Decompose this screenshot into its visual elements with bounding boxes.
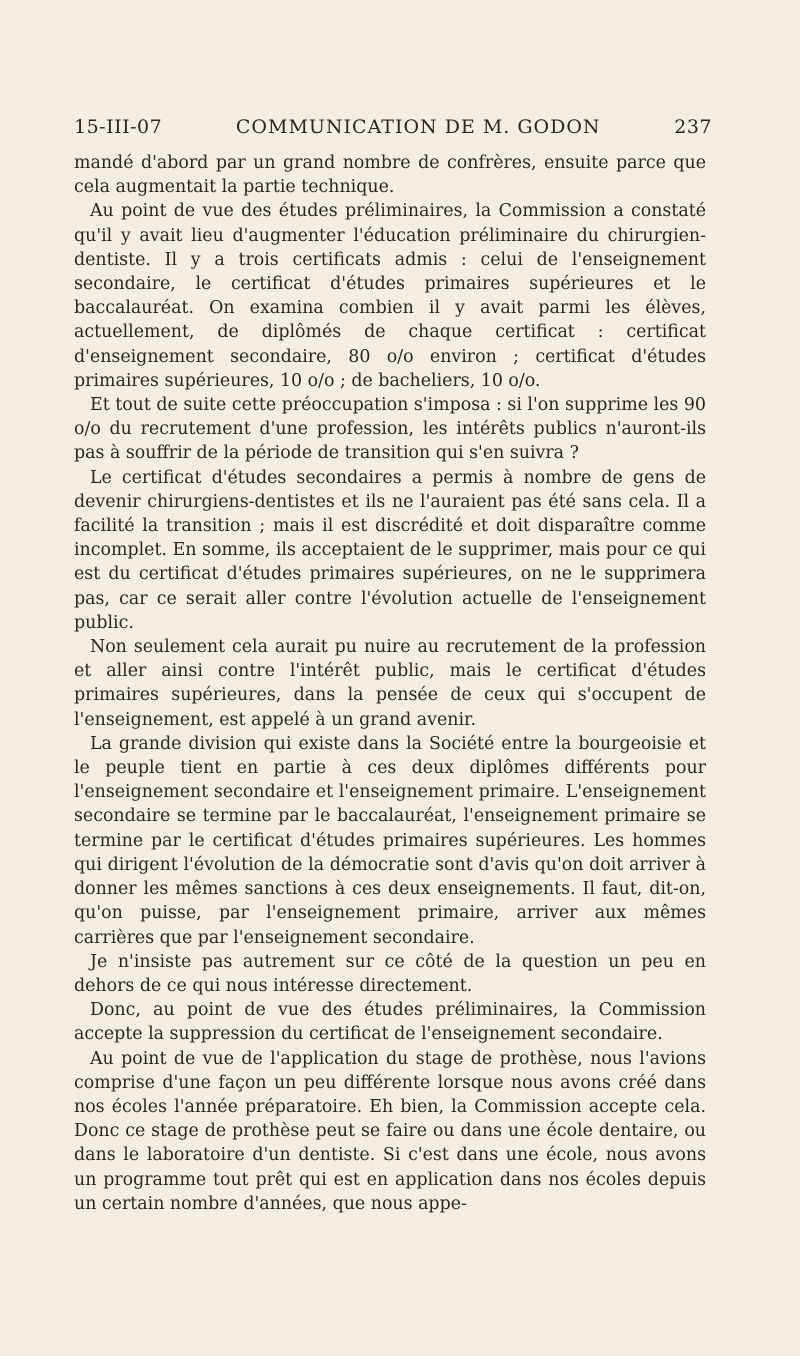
paragraph: Le certificat d'études secondaires a permis à nombre de gens de devenir chirurgiens-dentistes et ils ne l'auraient pas été sans cela. Il a facilité la transition ; mais il est discrédité et doit disparaître comme incomplet. En somme, ils acceptaient de le supprimer, mais pour ce qui est du certificat d'études primaires supérieures, on ne le supprimera pas, car ce serait aller contre l'évolution actuelle de l'enseignement public. bbox=[74, 467, 706, 633]
paragraph: Donc, au point de vue des études préliminaires, la Commission accepte la suppression du certificat de l'enseignement secondaire. bbox=[74, 1000, 706, 1045]
header-date: 15-III-07 bbox=[74, 116, 163, 138]
running-header bbox=[74, 116, 712, 144]
paragraph: Non seulement cela aurait pu nuire au recrutement de la profession et aller ainsi contre l'intérêt public, mais le certificat d'études primaires supérieures, dans la pensée de ceux qui s'occupent de l'enseignement, est appelé à un grand avenir. bbox=[74, 637, 706, 730]
paragraph: Je n'insiste pas autrement sur ce côté de la question un peu en dehors de ce qui nous intéresse directement. bbox=[74, 951, 706, 996]
page-number: 237 bbox=[674, 116, 712, 138]
header-title: COMMUNICATION DE M. GODON bbox=[235, 116, 601, 138]
paragraph: La grande division qui existe dans la Société entre la bourgeoisie et le peuple tient en partie à ces deux diplômes différents pour l'enseignement secondaire et l'enseignement primaire. L'enseignement secondaire se termine par le baccalauréat, l'enseignement primaire se termine par le certificat d'études primaires supérieures. Les hommes qui dirigent l'évolution de la démocratie sont d'avis qu'on doit arriver à donner les mêmes sanctions à ces deux enseignements. Il faut, dit-on, qu'on puisse, par l'enseignement primaire, arriver aux mêmes carrières que par l'enseignement secondaire. bbox=[74, 733, 706, 948]
paragraph: Au point de vue de l'application du stage de prothèse, nous l'avions comprise d'une façon un peu différente lorsque nous avons créé dans nos écoles l'année préparatoire. Eh bien, la Commission accepte cela. Donc ce stage de prothèse peut se faire ou dans une école dentaire, ou dans le laboratoire d'un dentiste. Si c'est dans une école, nous avons un programme tout prêt qui est en application dans nos écoles depuis un certain nombre d'années, que nous appe- bbox=[74, 1048, 706, 1214]
paragraph: Et tout de suite cette préoccupation s'imposa : si l'on supprime les 90 o/o du recrutement d'une profession, les intérêts publics n'auront-ils pas à souffrir de la période de transition qui s'en suivra ? bbox=[74, 395, 706, 464]
body-text bbox=[74, 151, 706, 1216]
paragraph: Au point de vue des études préliminaires, la Commission a constaté qu'il y avait lieu d'augmenter l'éducation préliminaire du chirurgien-dentiste. Il y a trois certificats admis : celui de l'enseignement secondaire, le certificat d'études primaires supérieures et le baccalauréat. On examina combien il y avait parmi les élèves, actuellement, de diplômés de chaque certificat : certificat d'enseignement secondaire, 80 o/o environ ; certificat d'études primaires supérieures, 10 o/o ; de bacheliers, 10 o/o. bbox=[74, 201, 706, 391]
paragraph: mandé d'abord par un grand nombre de confrères, ensuite parce que cela augmentait la partie technique. bbox=[74, 153, 706, 198]
